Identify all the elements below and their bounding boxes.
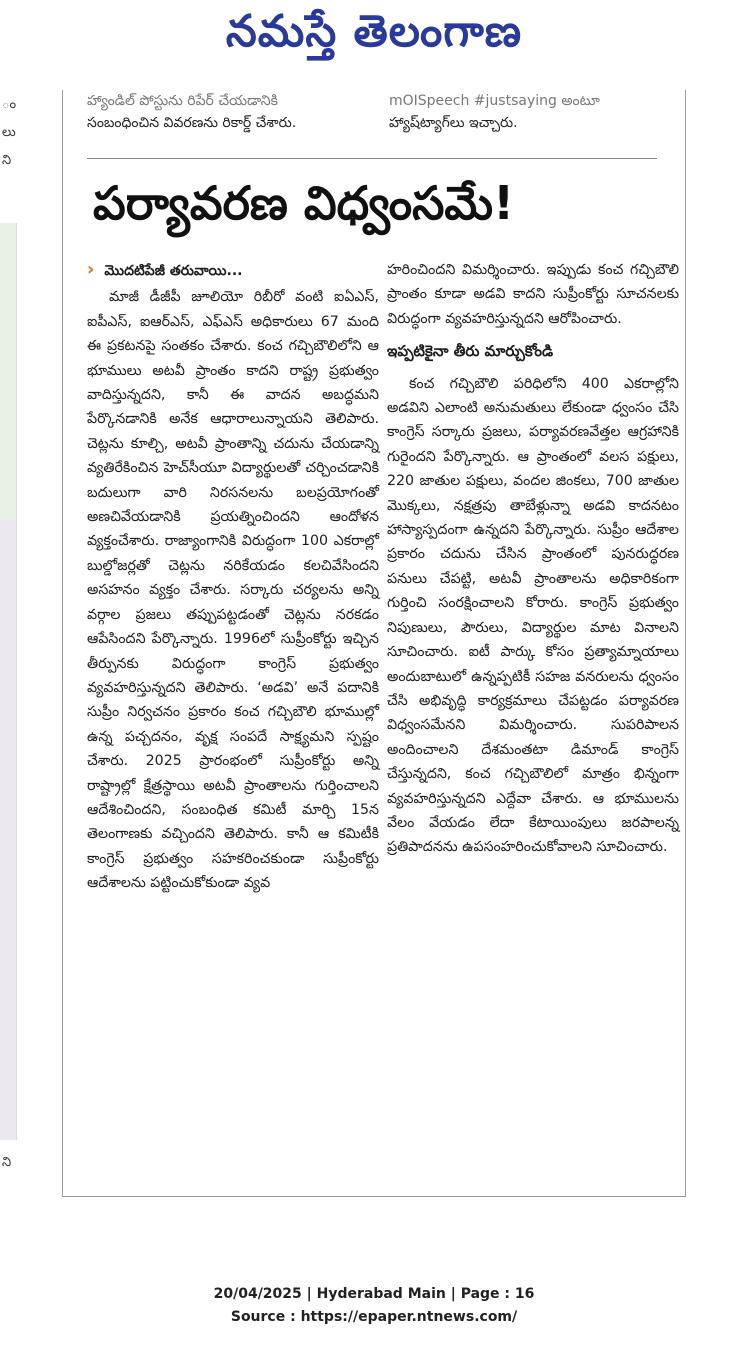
article-paragraph: హరించిందని విమర్శించారు. ఇప్పుడు కంచ గచ్చిబౌలి ప్రాంతం కూడా అడవి కాదని సుప్రీంకోర్టు సూచనలకు విరుద్ధంగా వ్యవహరిస్తున్నదని ఆరోపించారు. [387,262,679,327]
article-paragraph: మాజీ డీజీపీ జూలియో రిబీరో వంటి ఐఏఎస్, ఐపీఎస్, ఐఆర్ఎస్, ఎఫ్ఎస్ అధికారులు 67 మంది ఈ ప్రకటనపై సంతకం చేశారు. కంచ గచ్చిబౌలిలోని ఆ భూములు అటవీ ప్రాంతం కాదని రాష్ట్ర ప్రభుత్వం వాదిస్తున్నదని, కానీ ఈ వాదన అబద్ధమని పేర్కొనడానికి అనేక ఆధారాలున్నాయని తెలిపారు. చెట్లను కూల్చి, అటవీ ప్రాంతాన్ని చదును చేయడాన్ని వ్యతిరేకించిన హెచ్‌సీయూ విద్యార్థులతో చర్చించడానికి బదులుగా వారి నిరసనలను బలప్రయోగంతో అణచివేయడానికి ప్రయత్నించిందని ఆందోళన వ్యక్తంచేశారు. రాజ్యాంగానికి విరుద్ధంగా 100 ఎకరాల్లో బుల్డోజర్లతో చెట్లను నరికేయడం కలచివేసిందని అసహనం వ్యక్తం చేశారు. సర్కారు చర్యలను అన్ని వర్గాల ప్రజలు తప్పుపట్టడంతో చెట్లను నరకడం ఆపేసిందని పేర్కొన్నారు. 1996లో సుప్రీంకోర్టు ఇచ్చిన తీర్పునకు విరుద్ధంగా కాంగ్రెస్ ప్రభుత్వం వ్యవహరిస్తున్నదని తెలిపారు. ‘అడవి’ అనే పదానికి సుప్రీం నిర్వచనం ప్రకారం కంచ గచ్చిబౌలి భూముల్లో ఉన్న పచ్చదనం, వృక్ష సంపదే సాక్ష్యమని స్పష్టం చేశారు. 2025 ప్రారంభంలో సుప్రీంకోర్టు అన్ని రాష్ట్రాల్లో క్షేత్రస్థాయి అటవీ ప్రాంతాలను గుర్తించాలని ఆదేశించిందని, సంబంధిత కమిటీ మార్చి 15న తెలంగాణకు వచ్చిందని తెలిపారు. కానీ ఆ కమిటీకి కాంగ్రెస్ ప్రభుత్వం సహకరించకుండా సుప్రీంకోర్టు ఆదేశాలను పట్టించుకోకుండా వ్యవ [87,289,379,892]
article-paragraph: కంచ గచ్చిబౌలి పరిధిలోని 400 ఎకరాల్లోని అడవిని ఎలాంటి అనుమతులు లేకుండా ధ్వంసం చేసి కాంగ్రెస్ సర్కారు ప్రజలు, పర్యావరణవేత్తల ఆగ్రహానికి గురైందని పేర్కొన్నారు. ఆ ప్రాంతంలో వలస పక్షులు, 220 జాతుల పక్షులు, వందల జింకలు, 700 జాతుల మొక్కలు, నక్షత్రపు తాబేళ్లున్నా అడవి కాదనటం హాస్యాస్పదంగా ఉన్నదని పేర్కొన్నారు. సుప్రీం ఆదేశాల ప్రకారం చదును చేసిన ప్రాంతంలో పునరుద్ధరణ పనులు చేపట్టి, అటవీ ప్రాంతాలను అధికారికంగా గుర్తించి సంరక్షించాలని కోరారు. కాంగ్రెస్ ప్రభుత్వం నిపుణులు, పౌరులు, విద్యార్థుల మాట వినాలని సూచించారు. ఐటీ పార్కు కోసం ప్రత్యామ్నాయాలు అందుబాటులో ఉన్నప్పటికీ సహజ వనరులను ధ్వంసం చేసి అభివృద్ధి కార్యక్రమాలు చేపట్టడం పర్యావరణ విధ్వంసమేనని విమర్శించారు. సుపరిపాలన అందించాలని దేశమంతటా డిమాండ్ కాంగ్రెస్ చేస్తున్నదని, కంచ గచ్చిబౌలిలో మాత్రం భిన్నంగా వ్యవహరిస్తున్నదని ఎద్దేవా చేశారు. ఆ భూములను వేలం వేయడం లేదా కేటాయింపులు జరపాలన్న ప్రతిపాదనను ఉపసంహరించుకోవాలని సూచించారు. [387,375,679,856]
source-url: Source : https://epaper.ntnews.com/ [230,1309,518,1325]
previous-story-line: హ్యాండిల్ పోస్టును రిపేర్ చేయడానికి [87,93,278,109]
previous-story-tail-right [389,90,679,134]
previous-story-tail-left [87,90,377,134]
continuation-marker [87,258,379,283]
article-column-1 [87,258,379,896]
edge-fragment: లు [2,125,16,140]
previous-story-line: సంబంధించిన వివరణను రికార్డ్ చేశారు. [87,115,297,131]
newspaper-masthead: నమస్తే తెలంగాణ [225,6,523,57]
article-subheading: ఇప్పటికైనా తీరు మార్చుకోండి [387,342,554,361]
edition-info: 20/04/2025 | Hyderabad Main | Page : 16 [213,1286,535,1302]
article-column-2 [387,258,679,860]
adjacent-column-edge [0,95,18,1195]
edge-fragment: ని [2,1155,12,1170]
previous-story-line: mOISpeech #justsaying అంటూ [389,93,600,109]
story-divider [87,158,657,159]
continuation-label: మొదటిపేజీ తరువాయి... [104,263,243,279]
adjacent-lavender-panel [0,520,17,1140]
article-clipping [62,90,686,1197]
edge-fragment: ం [2,97,17,112]
chevron-right-icon: › [87,259,95,280]
previous-story-line: హ్యాష్‌ట్యాగ్‌లు ఇచ్చారు. [389,115,518,131]
edge-fragment: ని [2,153,12,168]
article-headline: పర్యావరణ విధ్వంసమే! [93,176,515,230]
